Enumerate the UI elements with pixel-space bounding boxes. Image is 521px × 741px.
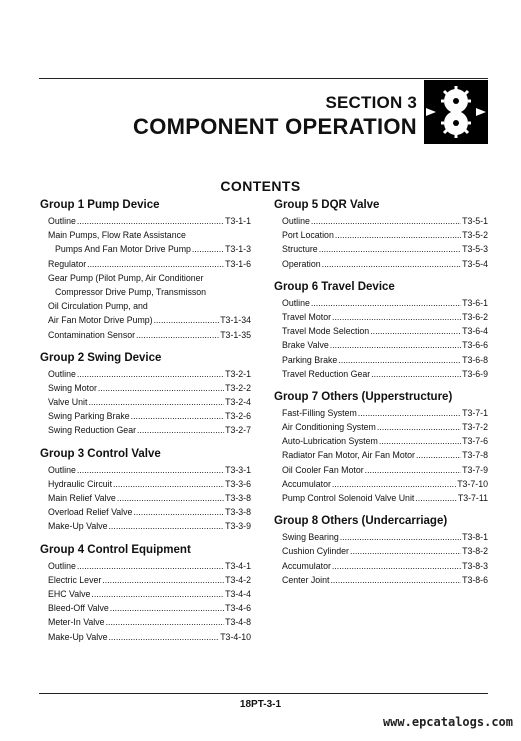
toc-entry[interactable]	[274, 491, 488, 505]
toc-group-title: Group 5 DQR Valve	[274, 199, 380, 211]
toc-entry-label: Parking Brake	[282, 354, 338, 365]
toc-leader-dots	[365, 463, 461, 477]
toc-entry-page: T3-1-3	[225, 244, 251, 255]
toc-entry[interactable]	[40, 257, 251, 271]
toc-entry-label: Outline	[48, 464, 76, 475]
toc-leader-dots	[204, 271, 250, 285]
toc-entry-label: Contamination Sensor	[48, 329, 136, 340]
toc-group	[274, 279, 488, 381]
toc-entry-page: T3-7-11	[457, 493, 488, 503]
toc-entry-page: T3-1-6	[225, 258, 251, 269]
toc-entry[interactable]	[274, 228, 488, 242]
toc-group	[40, 350, 251, 438]
toc-entry[interactable]	[40, 285, 251, 299]
toc-group	[40, 446, 251, 534]
toc-entry[interactable]	[274, 463, 488, 477]
toc-leader-dots	[91, 587, 224, 601]
toc-entry[interactable]	[40, 271, 251, 285]
toc-entry-label: Outline	[282, 297, 310, 308]
toc-leader-dots	[377, 420, 461, 434]
toc-leader-dots	[332, 559, 461, 573]
toc-entry-label: Outline	[48, 560, 76, 571]
toc-entry[interactable]	[274, 214, 488, 228]
toc-entry-page: T3-7-9	[462, 464, 488, 475]
toc-entry[interactable]	[40, 587, 251, 601]
toc-leader-dots	[311, 214, 461, 228]
toc-entry-label: Swing Motor	[48, 382, 97, 393]
toc-entry-page: T3-2-6	[225, 411, 251, 422]
toc-entry[interactable]	[274, 434, 488, 448]
toc-entry-label: Center Joint	[282, 574, 330, 585]
toc-entry[interactable]	[274, 406, 488, 420]
toc-group	[40, 197, 251, 342]
toc-entry-label: Swing Bearing	[282, 532, 339, 543]
toc-entry[interactable]	[274, 310, 488, 324]
toc-group	[274, 197, 488, 271]
toc-entry-label: Auto-Lubrication System	[282, 436, 378, 447]
toc-entry-label: Brake Valve	[282, 340, 329, 351]
toc-entry-label: Fast-Filling System	[282, 407, 357, 418]
toc-entry-label: Swing Reduction Gear	[48, 425, 137, 436]
toc-leader-dots	[87, 257, 224, 271]
toc-entry[interactable]	[40, 367, 251, 381]
toc-entry[interactable]	[274, 477, 488, 491]
toc-leader-dots	[98, 381, 224, 395]
toc-entry[interactable]	[40, 559, 251, 573]
toc-entry-label: Main Pumps, Flow Rate Assistance	[48, 230, 186, 241]
toc-leader-dots	[350, 544, 461, 558]
toc-entry[interactable]	[40, 381, 251, 395]
toc-entry-label: Meter-In Valve	[48, 617, 105, 628]
toc-entry-page: T3-3-8	[225, 493, 251, 503]
toc-entry-label: Outline	[48, 368, 76, 379]
toc-entry[interactable]	[40, 463, 251, 477]
watermark: www.epcatalogs.com	[382, 715, 513, 729]
toc-entry-page: T3-1-1	[225, 216, 251, 226]
toc-leader-dots	[311, 296, 461, 310]
toc-entry[interactable]	[274, 367, 488, 381]
toc-right-column	[274, 197, 488, 595]
toc-entry-label: Air Fan Motor Drive Pump)	[48, 315, 153, 326]
toc-entry-page: T3-3-9	[225, 521, 251, 532]
toc-group-title: Group 7 Others (Upperstructure)	[274, 390, 453, 403]
toc-leader-dots	[113, 477, 224, 491]
toc-group	[274, 389, 488, 505]
toc-entry[interactable]	[40, 395, 251, 409]
toc-leader-dots	[108, 630, 219, 644]
toc-leader-dots	[332, 310, 461, 324]
toc-leader-dots	[370, 324, 461, 338]
toc-group-title: Group 2 Swing Device	[40, 351, 162, 364]
toc-entry[interactable]	[40, 409, 251, 423]
section-title: COMPONENT OPERATION	[133, 114, 417, 139]
toc-entry-page: T3-5-3	[462, 244, 488, 255]
toc-entry-page: T3-8-3	[462, 560, 488, 571]
toc-entry-page: T3-2-4	[225, 397, 251, 408]
toc-leader-dots	[207, 285, 250, 299]
toc-entry-label: Travel Reduction Gear	[282, 368, 371, 379]
toc-entry[interactable]	[40, 423, 251, 437]
toc-entry-label: Overload Relief Valve	[48, 507, 133, 518]
toc-leader-dots	[322, 257, 461, 271]
toc-group	[274, 513, 488, 587]
toc-entry-label: Cushion Cylinder	[282, 546, 349, 557]
toc-leader-dots	[154, 313, 220, 327]
toc-leader-dots	[102, 573, 224, 587]
toc-entry-label: Gear Pump (Pilot Pump, Air Conditioner	[48, 272, 204, 283]
toc-leader-dots	[77, 214, 224, 228]
toc-leader-dots	[330, 573, 461, 587]
toc-entry[interactable]	[40, 242, 251, 256]
toc-entry-label: Oil Circulation Pump, and	[48, 301, 148, 312]
toc-entry-label: Accumulator	[282, 560, 331, 571]
toc-entry-page: T3-1-34	[220, 315, 251, 326]
page-code: 18PT-3-1	[239, 699, 282, 710]
contents-title: CONTENTS	[220, 178, 301, 194]
toc-leader-dots	[415, 491, 456, 505]
toc-leader-dots	[137, 423, 224, 437]
toc-entry-label: Air Conditioning System	[282, 422, 376, 433]
toc-entry-page: T3-4-2	[225, 574, 251, 585]
toc-entry-label: Outline	[48, 216, 76, 226]
toc-entry-page: T3-4-4	[225, 588, 251, 599]
toc-entry-page: T3-6-9	[462, 368, 488, 379]
toc-entry-page: T3-7-6	[462, 436, 488, 447]
toc-entry-page: T3-3-6	[225, 478, 251, 489]
toc-leader-dots	[332, 477, 456, 491]
toc-leader-dots	[77, 463, 224, 477]
toc-entry[interactable]	[274, 257, 488, 271]
toc-entry[interactable]	[40, 573, 251, 587]
toc-group-title: Group 1 Pump Device	[40, 199, 160, 211]
toc-entry-page: T3-7-10	[457, 478, 488, 489]
toc-entry-page: T3-6-8	[462, 354, 488, 365]
toc-entry-page: T3-5-2	[462, 230, 488, 241]
toc-entry-label: Operation	[282, 258, 321, 269]
toc-entry[interactable]	[40, 601, 251, 615]
toc-leader-dots	[88, 395, 224, 409]
toc-entry-page: T3-3-1	[225, 464, 251, 475]
toc-leader-dots	[136, 328, 219, 342]
toc-group	[40, 542, 251, 644]
toc-entry-page: T3-2-7	[225, 425, 251, 436]
section-number: SECTION 3	[325, 93, 417, 112]
toc-entry-page: T3-8-6	[462, 574, 488, 585]
toc-entry-page: T3-5-4	[462, 258, 488, 269]
toc-leader-dots	[149, 299, 250, 313]
toc-leader-dots	[335, 228, 461, 242]
toc-entry[interactable]	[274, 448, 488, 462]
toc-leader-dots	[110, 601, 224, 615]
toc-entry[interactable]	[40, 519, 251, 533]
toc-group-title: Group 4 Control Equipment	[40, 543, 191, 556]
toc-entry-page: T3-2-2	[225, 382, 251, 393]
toc-entry-page: T3-4-10	[220, 631, 251, 642]
toc-entry[interactable]	[274, 338, 488, 352]
toc-entry[interactable]	[40, 615, 251, 629]
toc-entry-page: T3-1-35	[220, 329, 251, 340]
toc-entry[interactable]	[40, 313, 251, 327]
toc-entry[interactable]	[274, 296, 488, 310]
toc-entry[interactable]	[40, 630, 251, 644]
toc-entry-page: T3-7-2	[462, 422, 488, 433]
toc-entry[interactable]	[274, 324, 488, 338]
toc-entry-page: T3-2-1	[225, 368, 251, 379]
toc-entry-page: T3-6-6	[462, 340, 488, 351]
toc-entry-page: T3-4-6	[225, 603, 251, 614]
toc-entry-label: Outline	[282, 216, 310, 226]
toc-leader-dots	[77, 367, 224, 381]
toc-entry[interactable]	[274, 544, 488, 558]
gear-pump-icon	[424, 80, 488, 144]
bottom-rule	[39, 693, 488, 694]
toc-entry-page: T3-4-1	[225, 560, 251, 571]
toc-leader-dots	[106, 615, 225, 629]
toc-entry-page: T3-4-8	[225, 617, 251, 628]
toc-entry[interactable]	[40, 505, 251, 519]
toc-entry-label: Port Location	[282, 230, 334, 241]
toc-entry-label: Pump Control Solenoid Valve Unit	[282, 493, 415, 503]
toc-entry-label: Main Relief Valve	[48, 493, 116, 503]
toc-leader-dots	[358, 406, 461, 420]
toc-entry-label: Structure	[282, 244, 318, 255]
toc-entry-page: T3-8-2	[462, 546, 488, 557]
toc-entry[interactable]	[40, 214, 251, 228]
toc-leader-dots	[379, 434, 461, 448]
toc-entry-label: Accumulator	[282, 478, 331, 489]
toc-entry-label: Oil Cooler Fan Motor	[282, 464, 364, 475]
toc-entry-label: Make-Up Valve	[48, 521, 108, 532]
toc-entry-label: Radiator Fan Motor, Air Fan Motor	[282, 450, 415, 461]
toc-leader-dots	[192, 242, 224, 256]
toc-entry-page: T3-8-1	[462, 532, 488, 543]
toc-entry[interactable]	[40, 228, 251, 242]
toc-entry-label: Bleed-Off Valve	[48, 603, 109, 614]
toc-entry-page: T3-5-1	[462, 216, 488, 226]
toc-leader-dots	[319, 242, 461, 256]
toc-leader-dots	[338, 353, 461, 367]
toc-leader-dots	[133, 505, 224, 519]
toc-leader-dots	[187, 228, 250, 242]
toc-entry[interactable]	[40, 328, 251, 342]
toc-leader-dots	[131, 409, 224, 423]
toc-entry-label: Pumps And Fan Motor Drive Pump	[55, 244, 191, 255]
toc-entry-page: T3-6-1	[462, 297, 488, 308]
toc-entry-label: Travel Motor	[282, 311, 332, 322]
toc-leader-dots	[416, 448, 461, 462]
toc-entry[interactable]	[40, 299, 251, 313]
toc-entry-label: EHC Valve	[48, 588, 91, 599]
toc-entry-label: Hydraulic Circuit	[48, 478, 113, 489]
toc-leader-dots	[371, 367, 461, 381]
toc-entry-page: T3-3-8	[225, 507, 251, 518]
toc-group-title: Group 6 Travel Device	[274, 280, 395, 293]
toc-leader-dots	[340, 530, 461, 544]
toc-leader-dots	[117, 491, 224, 505]
toc-entry[interactable]	[274, 353, 488, 367]
toc-entry-page: T3-6-4	[462, 326, 488, 337]
toc-entry[interactable]	[40, 477, 251, 491]
toc-entry[interactable]	[274, 420, 488, 434]
toc-entry-label: Valve Unit	[48, 397, 88, 408]
top-rule	[39, 78, 488, 79]
toc-group-title: Group 8 Others (Undercarriage)	[274, 515, 448, 528]
toc-entry[interactable]	[274, 573, 488, 587]
toc-leader-dots	[108, 519, 224, 533]
toc-entry[interactable]	[274, 242, 488, 256]
toc-entry-label: Make-Up Valve	[48, 631, 108, 642]
toc-entry-label: Compressor Drive Pump, Transmisson	[55, 286, 207, 297]
toc-entry[interactable]	[274, 530, 488, 544]
toc-entry-label: Electric Lever	[48, 574, 102, 585]
toc-left-column	[40, 197, 251, 652]
toc-entry-page: T3-6-2	[462, 311, 488, 322]
toc-entry-label: Travel Mode Selection	[282, 326, 370, 337]
toc-group-title: Group 3 Control Valve	[40, 447, 161, 460]
toc-leader-dots	[330, 338, 461, 352]
toc-entry[interactable]	[274, 559, 488, 573]
toc-entry-page: T3-7-1	[462, 407, 488, 418]
toc-entry-page: T3-7-8	[462, 450, 488, 461]
toc-entry[interactable]	[40, 491, 251, 505]
toc-leader-dots	[77, 559, 224, 573]
toc-entry-label: Swing Parking Brake	[48, 411, 130, 422]
toc-entry-label: Regulator	[48, 258, 87, 269]
